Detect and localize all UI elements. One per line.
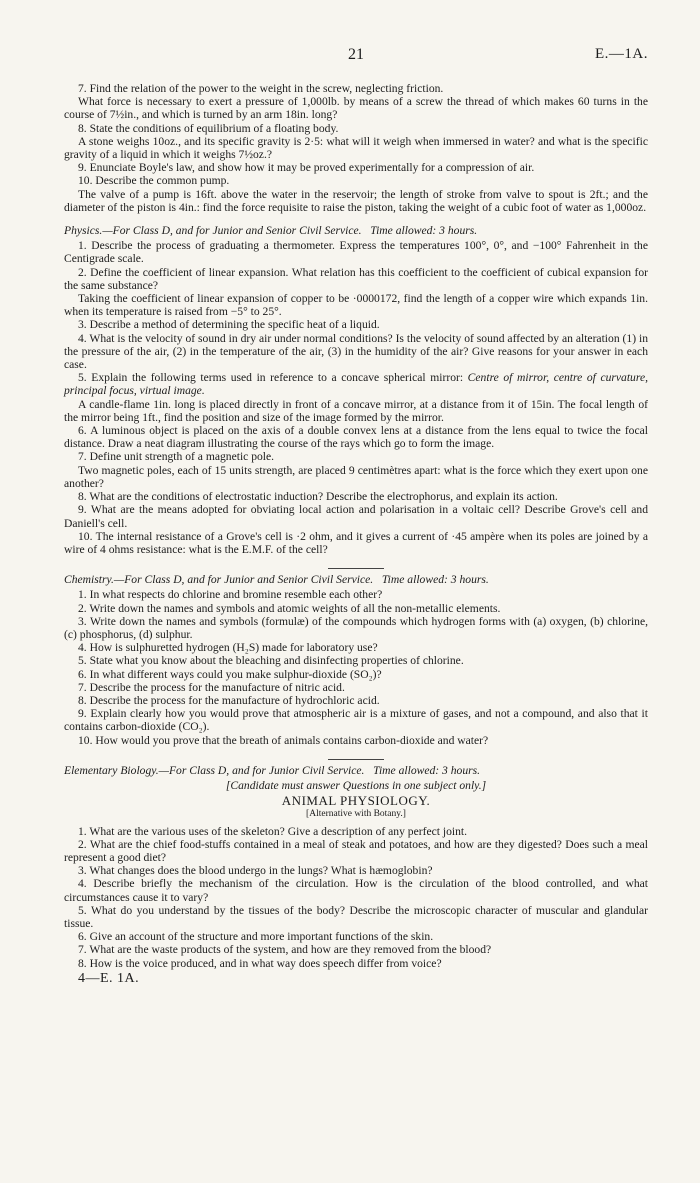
physics-time-allowed: Time allowed: 3 hours. — [370, 224, 478, 238]
biology-instruction: [Candidate must answer Questions in one subject only.] — [225, 778, 487, 792]
biology-heading — [64, 764, 648, 777]
physics-question: A candle-flame 1in. long is placed directly in front of a concave mirror, at a distance from it of 15in. The focal length of the mirror being 1ft., find the position and size of the image formed by the mirror. — [64, 397, 648, 424]
physics-question: 3. Describe a method of determining the specific heat of a liquid. — [78, 318, 380, 332]
page-number: 21 — [348, 46, 364, 63]
section-divider — [328, 568, 384, 569]
chemistry-question: 3. Write down the names and symbols (formulæ) of the compounds which hydrogen forms with (a) oxygen, (b) chlorine, (c) phosphorus, (d) sulphur. — [64, 614, 648, 641]
chemistry-question: 4. How is sulphuretted hydrogen (H₂S) made for laboratory use? — [78, 641, 378, 655]
biology-question: 7. What are the waste products of the system, and how are they removed from the blood? — [78, 943, 492, 957]
chemistry-question: 1. In what respects do chlorine and bromine resemble each other? — [78, 588, 383, 602]
biology-question: 4. Describe briefly the mechanism of the circulation. How is the circulation of the blood controlled, and what circumstances cause it to vary? — [64, 877, 648, 904]
mechanics-question: What force is necessary to exert a pressure of 1,000lb. by means of a screw the thread of which makes 60 turns in the course of 7½in., and which is turned by an arm 18in. long? — [64, 95, 648, 122]
chemistry-question: 10. How would you prove that the breath of animals contains carbon-dioxide and water? — [78, 733, 489, 747]
mechanics-question: A stone weighs 10oz., and its specific gravity is 2·5: what will it weigh when immersed in water? and what is the specific gravity of a liquid in which it weighs 7½oz.? — [64, 134, 648, 162]
chemistry-question: 9. Explain clearly how you would prove that atmospheric air is a mixture of gases, and not a compound, and also that it contains carbon-dioxide (CO₂). — [64, 707, 648, 734]
physics-question: 6. A luminous object is placed on the axis of a double convex lens at a distance from the lens equal to twice the focal distance. Draw a neat diagram illustrating the course of the rays which go to form the image. — [64, 424, 648, 451]
biology-question: 8. How is the voice produced, and in what way does speech differ from voice? — [78, 956, 442, 970]
biology-section — [64, 764, 648, 970]
biology-question: 6. Give an account of the structure and more important functions of the skin. — [78, 930, 434, 944]
physics-question: 2. Define the coefficient of linear expansion. What relation has this coefficient to the coefficient of cubical expansion for the same substance? — [64, 265, 648, 292]
physics-q5-terms: Centre of mirror, centre of curvature, principal focus, virtual image. — [64, 371, 648, 398]
printer-signature: 4—E. 1A. — [78, 970, 140, 986]
physics-title: Physics.—For Class D, and for Junior and Senior Civil Service. — [64, 224, 362, 238]
chemistry-question: 2. Write down the names and symbols and atomic weights of all the non-metallic elements. — [78, 601, 501, 615]
biology-question: 5. What do you understand by the tissues of the body? Describe the microscopic character of muscular and glandular tissue. — [64, 903, 648, 930]
physics-q5-lead: 5. Explain the following terms used in reference to a concave spherical mirror: — [78, 371, 464, 385]
biology-alternative-note: [Alternative with Botany.] — [306, 809, 406, 820]
biology-time-allowed: Time allowed: 3 hours. — [373, 763, 481, 777]
section-divider — [328, 759, 384, 760]
physics-question: 10. The internal resistance of a Grove's cell is ·2 ohm, and it gives a current of ·45 ampère when its poles are joined by a wire of 4 ohms resistance: what is the E.M.F. of the cell? — [64, 529, 648, 556]
document-reference: E.—1A. — [595, 46, 648, 62]
biology-question: 1. What are the various uses of the skeleton? Give a description of any perfect joint. — [78, 824, 468, 838]
biology-subject-heading: ANIMAL PHYSIOLOGY. — [281, 793, 431, 809]
physics-question: 4. What is the velocity of sound in dry air under normal conditions? Is the velocity of sound affected by an alteration (1) in the pressure of the air, (2) in the temperature of the air, (3) in the humidity of the air? Give reasons for your answer in each case. — [64, 331, 648, 372]
page-content — [64, 40, 648, 985]
physics-question: 1. Describe the process of graduating a thermometer. Express the temperatures 100°, 0°, and −100° Fahrenheit in the Centigrade scale. — [64, 239, 648, 266]
physics-question: 9. What are the means adopted for obviating local action and polarisation in a voltaic cell? Describe Grove's cell and Daniell's cell. — [64, 503, 648, 530]
physics-section — [64, 224, 648, 556]
chemistry-question: 6. In what different ways could you make sulphur-dioxide (SO₂)? — [78, 667, 382, 681]
mechanics-section — [64, 82, 648, 214]
chemistry-section — [64, 573, 648, 747]
physics-question: 7. Define unit strength of a magnetic pole. — [78, 450, 275, 464]
mechanics-question: 7. Find the relation of the power to the weight in the screw, neglecting friction. — [78, 82, 444, 95]
chemistry-heading — [64, 573, 648, 586]
chemistry-question: 8. Describe the process for the manufacture of hydrochloric acid. — [78, 693, 380, 707]
biology-question: 3. What changes does the blood undergo in the lungs? What is hæmoglobin? — [78, 864, 433, 878]
physics-question — [64, 371, 648, 397]
mechanics-question: 9. Enunciate Boyle's law, and show how it may be proved experimentally for a compression of air. — [78, 161, 535, 175]
chemistry-time-allowed: Time allowed: 3 hours. — [381, 573, 489, 587]
chemistry-question: 5. State what you know about the bleaching and disinfecting properties of chlorine. — [78, 654, 464, 668]
physics-question: Taking the coefficient of linear expansion of copper to be ·0000172, find the length of a copper wire which expands 1in. when its temperature is raised from −5° to 25°. — [64, 292, 648, 319]
mechanics-question: 8. State the conditions of equilibrium of a floating body. — [78, 121, 339, 135]
mechanics-question: 10. Describe the common pump. — [78, 174, 230, 188]
chemistry-question: 7. Describe the process for the manufacture of nitric acid. — [78, 680, 345, 694]
page-header — [64, 0, 648, 63]
physics-question: Two magnetic poles, each of 15 units strength, are placed 9 centimètres apart: what is the force which they exert upon one another? — [64, 463, 648, 490]
biology-question: 2. What are the chief food-stuffs contained in a meal of steak and potatoes, and how are they digested? Does such a meal represent a good diet? — [64, 837, 648, 864]
biology-title: Elementary Biology.—For Class D, and for Junior Civil Service. — [64, 763, 365, 777]
mechanics-question: The valve of a pump is 16ft. above the water in the reservoir; the length of stroke from valve to spout is 2ft.; and the diameter of the piston is 4in.: find the force requisite to raise the piston, taking the weight of a cubic foot of water as 1,000oz. — [64, 187, 648, 214]
physics-heading — [64, 224, 648, 237]
physics-question: 8. What are the conditions of electrostatic induction? Describe the electrophorus, and explain its action. — [78, 490, 558, 504]
chemistry-title: Chemistry.—For Class D, and for Junior and Senior Civil Service. — [64, 573, 374, 587]
